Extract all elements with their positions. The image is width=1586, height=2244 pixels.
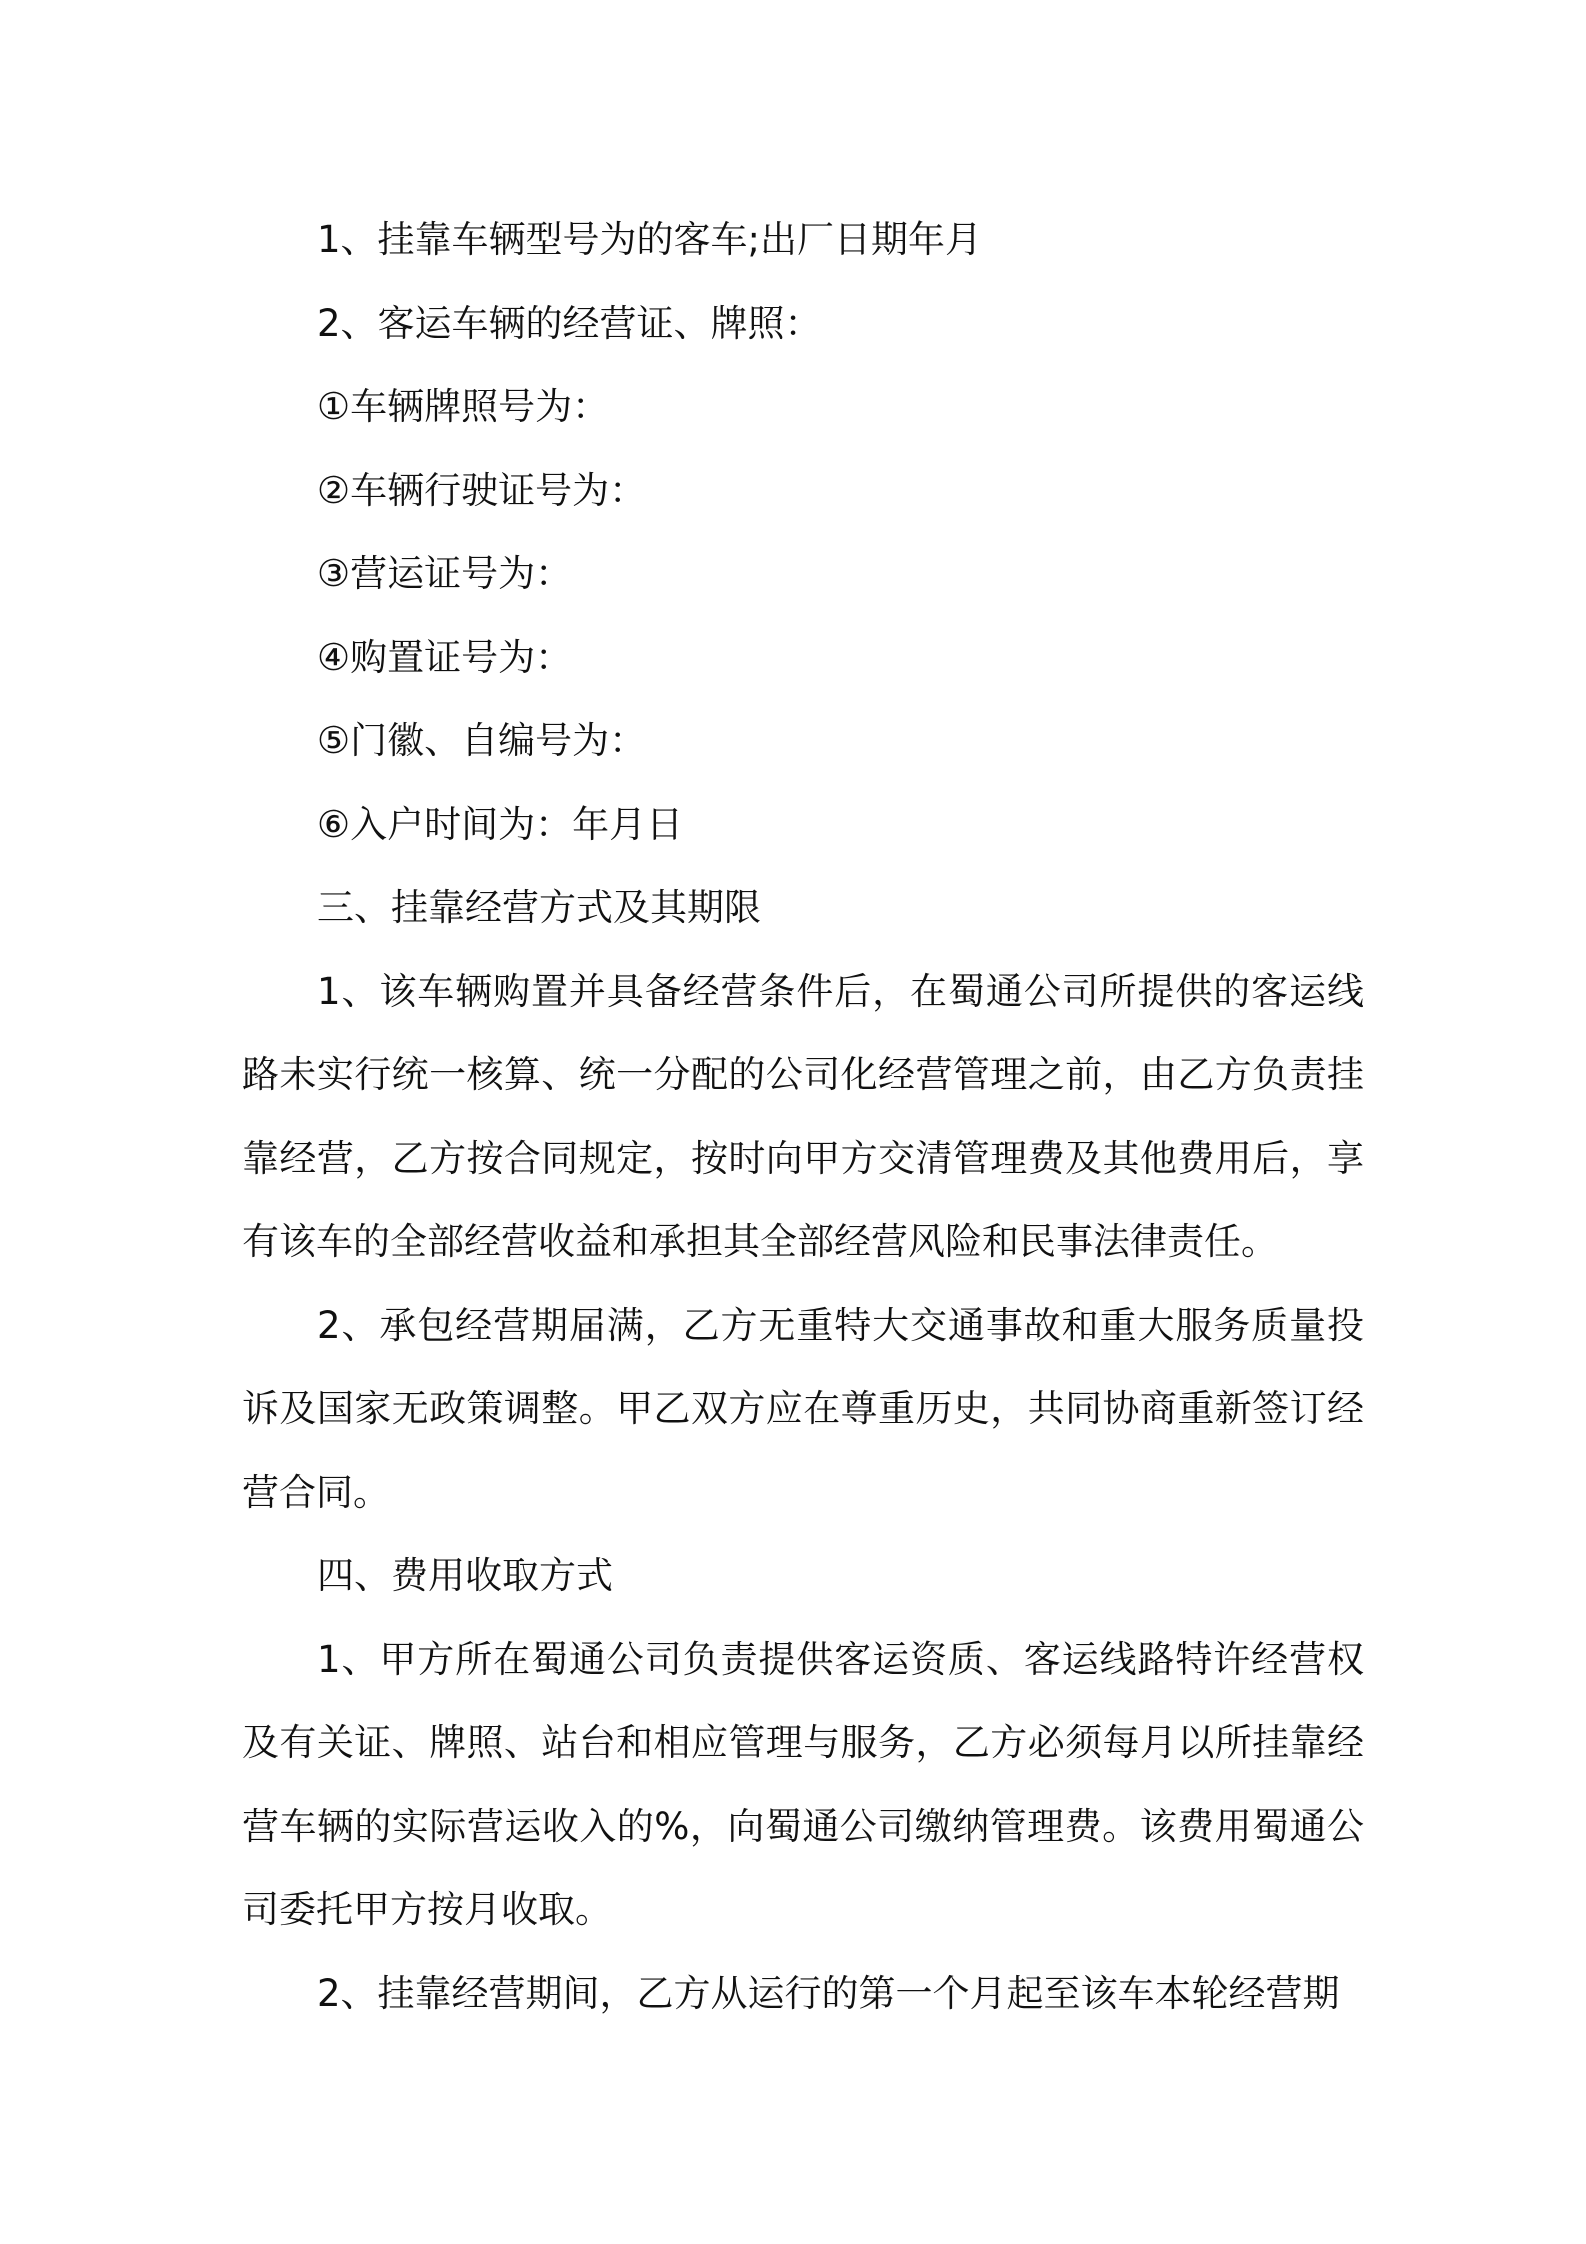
item-registration-date: ⑥入户时间为：年月日 [317, 802, 684, 846]
item-door-emblem-number: ⑤门徽、自编号为： [317, 719, 647, 762]
item-plate-number: ①车辆牌照号为： [317, 385, 610, 428]
paragraph-4-2: 2、挂靠经营期间，乙方从运行的第一个月起至该车本轮经营期 [317, 1971, 1340, 2015]
document-body [242, 198, 1364, 2035]
item-purchase-certificate-number: ④购置证号为： [317, 635, 573, 679]
paragraph-3-1: 1、该车辆购置并具备经营条件后，在蜀通公司所提供的客运线路未实行统一核算、统一分配的公司化经营管理之前，由乙方负责挂靠经营，乙方按合同规定，按时向甲方交清管理费及其他费用后，享有该车的全部经营收益和承担其全部经营风险和民事法律责任。 [242, 969, 1364, 1263]
section-heading-3: 三、挂靠经营方式及其期限 [317, 886, 761, 929]
item-driving-license-number: ②车辆行驶证号为： [317, 468, 647, 512]
item-operating-permit-number: ③营运证号为： [317, 552, 573, 595]
paragraph-3-2: 2、承包经营期届满，乙方无重特大交通事故和重大服务质量投诉及国家无政策调整。甲乙双方应在尊重历史，共同协商重新签订经营合同。 [242, 1303, 1364, 1514]
paragraph-4-1: 1、甲方所在蜀通公司负责提供客运资质、客运线路特许经营权及有关证、牌照、站台和相应管理与服务，乙方必须每月以所挂靠经营车辆的实际营运收入的%，向蜀通公司缴纳管理费。该费用蜀通公司委托甲方按月收取。 [242, 1637, 1364, 1931]
item-vehicle-model: 1、挂靠车辆型号为的客车;出厂日期年月 [317, 218, 983, 261]
section-heading-4: 四、费用收取方式 [317, 1554, 613, 1597]
item-license-certificates: 2、客运车辆的经营证、牌照： [317, 301, 822, 345]
